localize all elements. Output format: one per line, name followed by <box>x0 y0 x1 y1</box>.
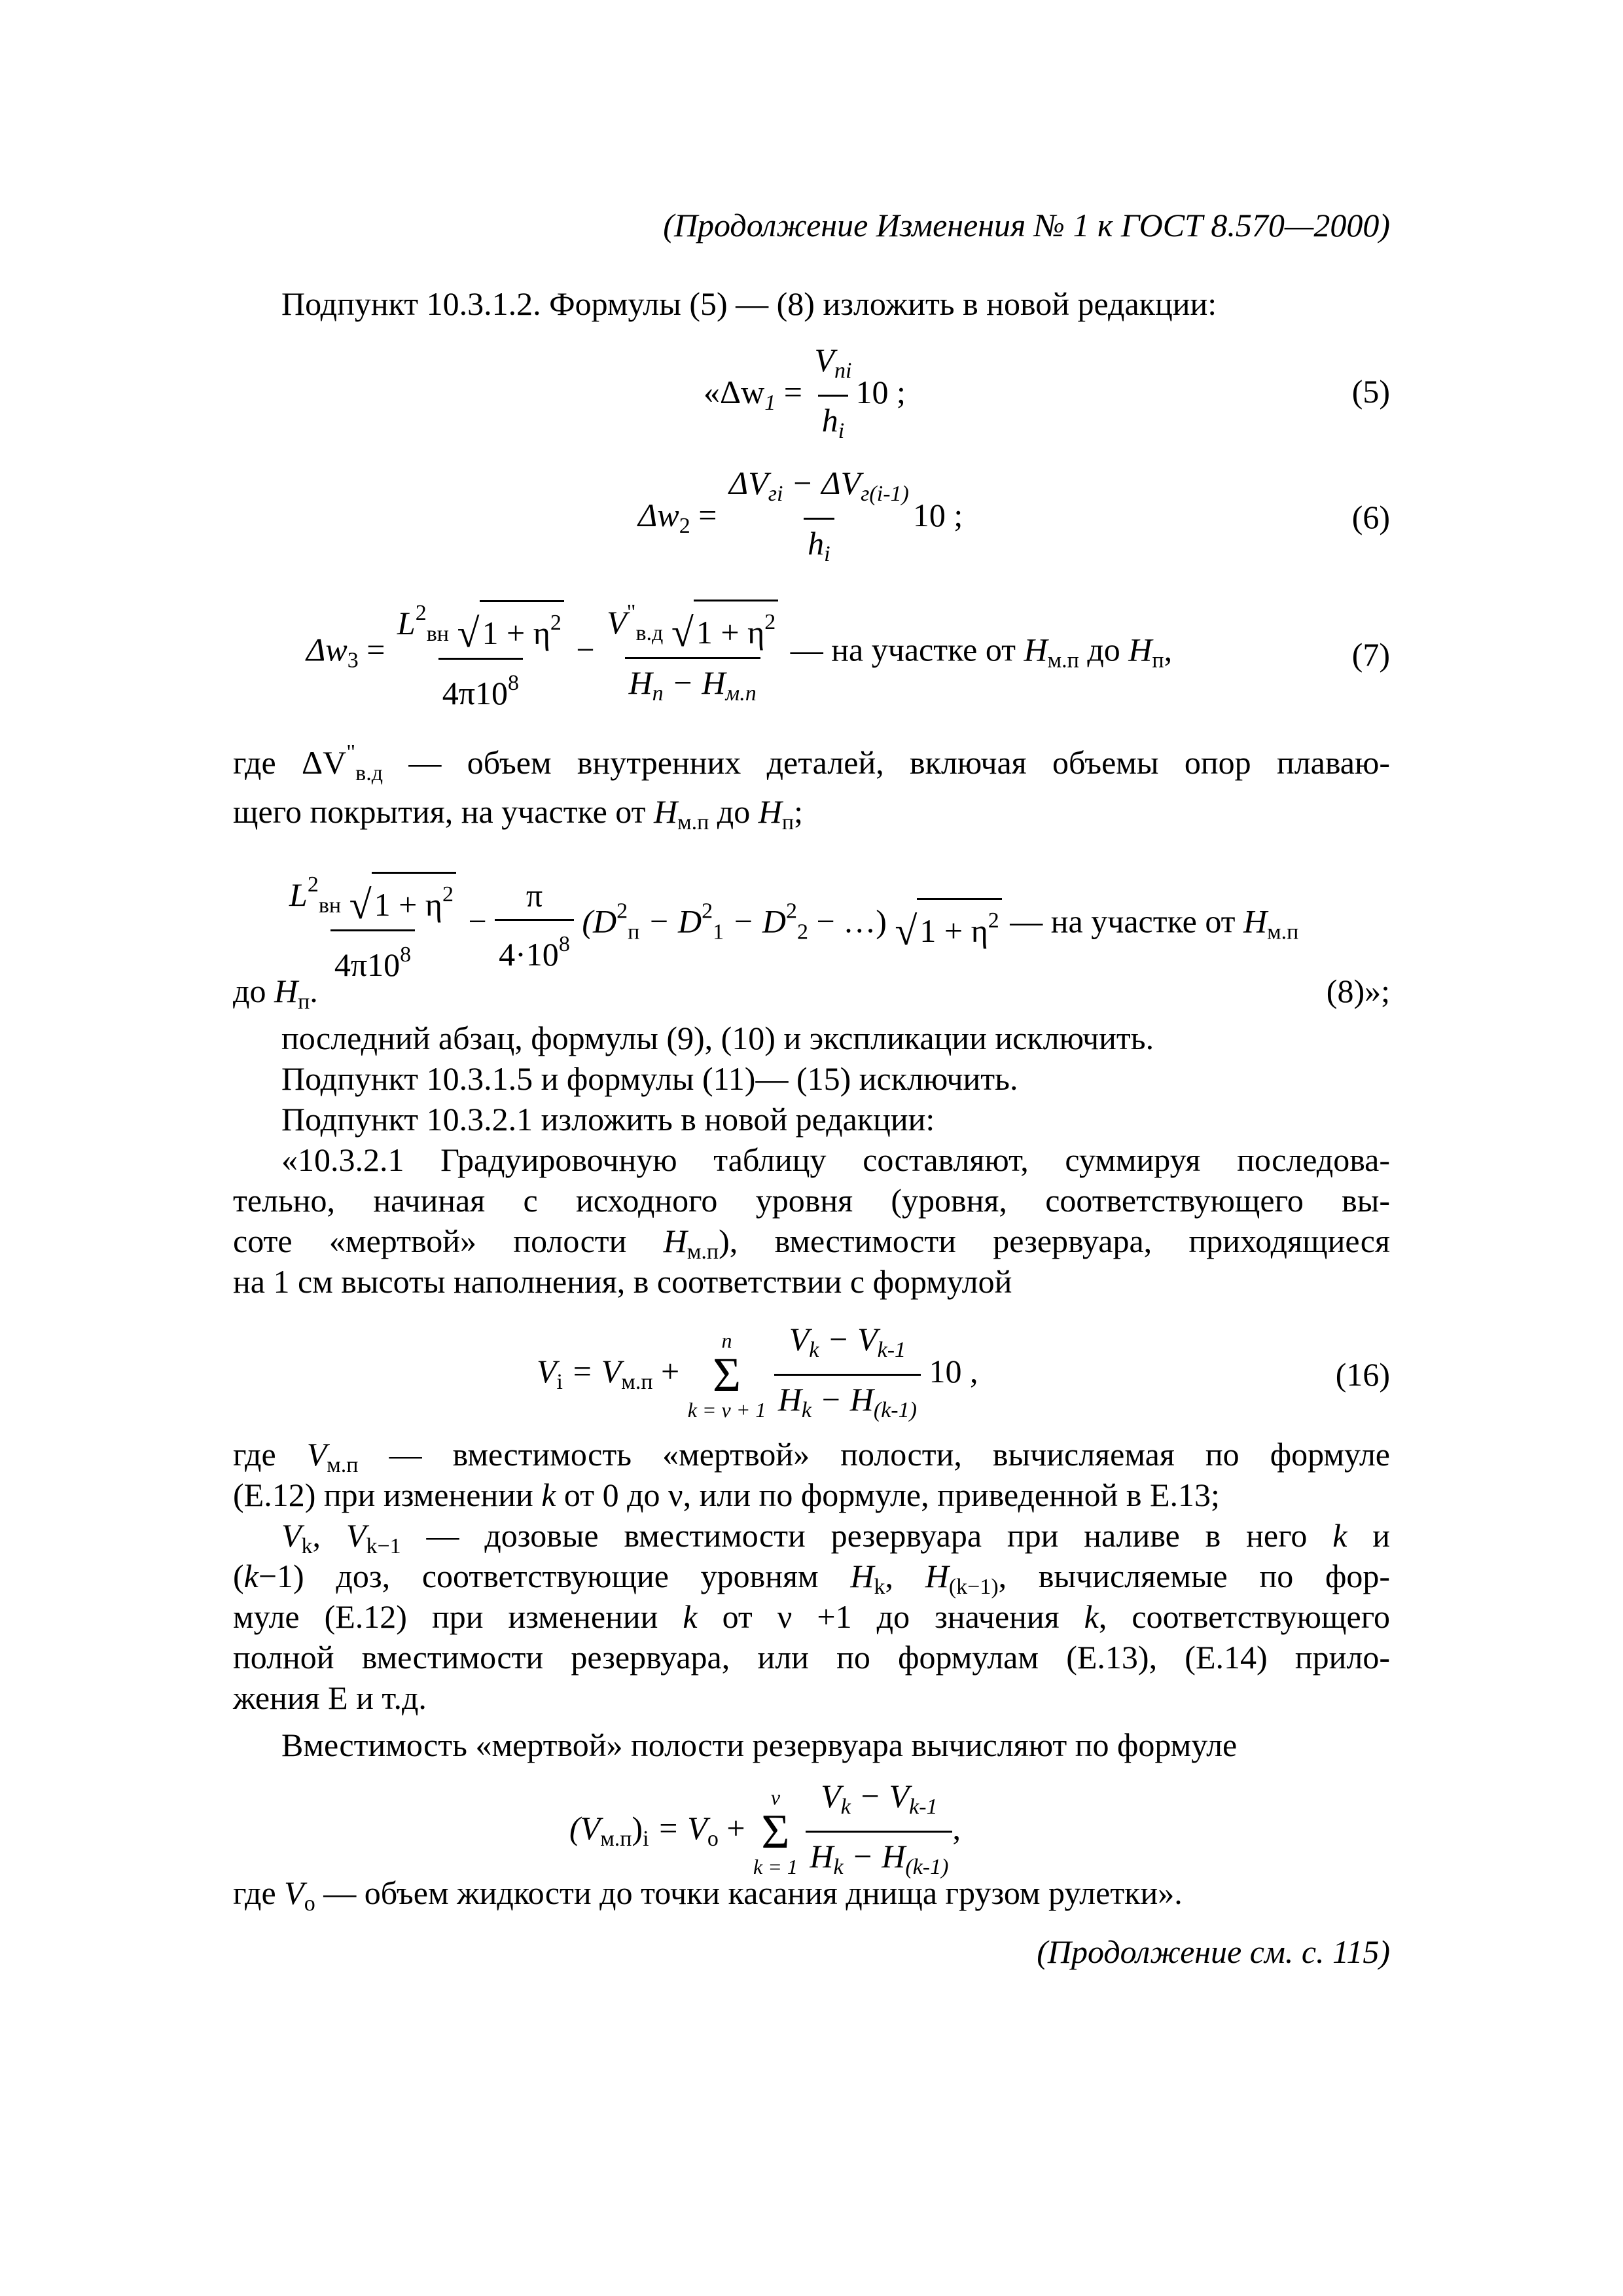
where-1-line-2 <box>233 791 803 844</box>
w16-1a: где <box>233 1436 307 1473</box>
f16-num-b: − V <box>819 1321 878 1357</box>
f8-D1-sub: п <box>628 920 640 944</box>
fvm-lhs-close: ) <box>632 1809 643 1846</box>
f16-den-b-sub: (k-1) <box>873 1398 917 1422</box>
paragraph-vmestimost: Вместимость «мертвой» полости резервуара вычисляют по формуле <box>281 1727 1238 1763</box>
f7-minus: − <box>576 631 595 668</box>
f8-H1-sub: м.п <box>1267 920 1299 944</box>
f8-sqrt-1: √ $1 + \eta^2$ <box>349 872 456 925</box>
fvm-den-b-sub: (k-1) <box>905 1855 949 1879</box>
w16-4H1: H <box>850 1558 874 1594</box>
f8-do: до <box>233 973 266 1009</box>
w16-5k: k <box>683 1598 698 1635</box>
f8-close: − …) <box>808 903 887 940</box>
where1-H1: H <box>653 793 678 830</box>
fvm-eq: = V <box>649 1809 707 1846</box>
w16-4a: ( <box>233 1558 244 1594</box>
f8-fraction-1 <box>285 864 460 986</box>
fvm-sum-top: ν <box>770 1785 781 1809</box>
f7-sqrt-1: √ $1 + \eta^2$ <box>457 600 563 654</box>
f8-H1: H <box>1243 903 1268 940</box>
f16-lhs: V <box>537 1352 557 1390</box>
fvm-sum-bottom: k = 1 <box>753 1854 798 1878</box>
w16-5b: от ν +1 до значения <box>697 1598 1084 1635</box>
f6-num-b-sub: г(i-1) <box>861 482 909 506</box>
w16-line-6: полной вместимости резервуара, или по формулам (Е.13), (Е.14) прило- <box>233 1639 1390 1676</box>
where1-H2: H <box>758 793 782 830</box>
f5-num: V <box>814 342 835 378</box>
f8-fraction-2 <box>495 874 574 975</box>
f16-num-b-sub: k-1 <box>877 1338 906 1362</box>
where1-sub: в.д <box>355 761 383 785</box>
f6-after: 10 ; <box>912 496 963 533</box>
wvo-V: V <box>284 1874 304 1911</box>
f7-rad-2-sup: 2 <box>764 609 776 634</box>
w16-2k: k <box>541 1477 556 1513</box>
f7-rad: 1 + η <box>482 614 550 651</box>
where1-H2-sub: п <box>781 810 794 834</box>
f16-sum-top: n <box>721 1328 732 1352</box>
where1-do: до <box>709 793 758 830</box>
f16-den-a: H <box>777 1381 802 1418</box>
f7-L-sup: 2 <box>415 601 427 625</box>
w16-4H2: H <box>925 1558 949 1594</box>
f16-fraction <box>774 1318 921 1431</box>
page-header: (Продолжение Изменения № 1 к ГОСТ 8.570—2000) <box>663 207 1390 243</box>
f8-dot: . <box>310 973 318 1009</box>
f7-fraction-2 <box>603 592 782 715</box>
w16-4b: −1) доз, соответствующие уровням <box>258 1558 851 1594</box>
grad-line-2: тельно, начиная с исходного уровня (уровня, соответствующего вы- <box>233 1182 1390 1219</box>
w16-2a: (Е.12) при изменении <box>233 1477 542 1513</box>
fvm-sum-symbol: Σ <box>761 1804 790 1859</box>
f8-D3-sub: 2 <box>797 920 808 944</box>
fvm-den-a: H <box>810 1838 834 1874</box>
f8-L: L <box>289 876 308 913</box>
f5-num-sub: пi <box>834 359 852 383</box>
f5-lhs-sub: 1 <box>764 390 776 415</box>
f5-den-sub: i <box>838 419 845 443</box>
formula-5: «$\Delta w_1$ = $\frac{V_{пi}}{h_i}$ 10 ; <box>704 339 906 452</box>
f8-den-2-sup: 8 <box>558 932 570 956</box>
fvm-eq-sub: о <box>707 1826 719 1851</box>
where1-end: ; <box>794 793 803 830</box>
w16-1V-sub: м.п <box>327 1453 359 1477</box>
w16-4H2-sub: (k−1) <box>948 1575 999 1599</box>
f7-rad-2: 1 + η <box>696 613 765 651</box>
w16-4H1-sub: k <box>874 1575 885 1599</box>
f16-after: 10 , <box>929 1352 978 1390</box>
paragraph-10321: Подпункт 10.3.2.1 изложить в новой редакции: <box>281 1101 935 1138</box>
f7-den-2a: H <box>628 664 652 701</box>
fvm-num-a: V <box>821 1778 841 1814</box>
where1-b: — объем внутренних деталей, включая объемы опор плаваю- <box>383 744 1390 781</box>
w16-3k: k <box>1332 1517 1347 1554</box>
formula-8-continuation <box>233 970 318 1023</box>
f8-den-2: 4·10 <box>499 936 559 973</box>
fvm-sum <box>753 1787 798 1877</box>
f6-num-a-sub: гi <box>768 482 783 506</box>
f8-D3: − D <box>724 903 786 940</box>
f5-den: h <box>821 402 838 439</box>
f7-do: до <box>1087 631 1120 668</box>
f6-den: h <box>808 525 825 562</box>
f16-den-b: − H <box>812 1381 874 1418</box>
where1-a: где ΔV <box>233 744 347 781</box>
equation-number-5: (5) <box>1351 373 1390 410</box>
f6-num-b: − ΔV <box>783 465 861 501</box>
where1-c: щего покрытия, на участке от <box>233 793 654 830</box>
grad-line-4: на 1 см высоты наполнения, в соответствии с формулой <box>233 1263 1012 1300</box>
w16-3V1: V <box>281 1517 302 1554</box>
f6-den-sub: i <box>824 542 830 566</box>
intro-paragraph: Подпункт 10.3.1.2. Формулы (5) — (8) изложить в новой редакции: <box>281 285 1217 322</box>
f7-rad-sup: 2 <box>550 610 562 635</box>
w16-line-7: жения Е и т.д. <box>233 1679 427 1716</box>
f7-lhs: Δw <box>306 631 348 668</box>
f7-H2-sub: п <box>1152 648 1164 673</box>
where-1-line-1 <box>233 732 1390 795</box>
f7-lhs-sub: 3 <box>347 648 359 673</box>
f7-tail: — на участке от <box>790 631 1016 668</box>
f8-D1-sup: 2 <box>616 899 628 924</box>
f5-after: 10 ; <box>855 373 906 410</box>
formula-16 <box>537 1318 978 1431</box>
f8-rad2-sup: 2 <box>988 908 999 933</box>
f8-rad-sup: 2 <box>442 882 454 906</box>
f7-V-sub: в.д <box>635 621 664 645</box>
w16-2b: от 0 до ν, или по формуле, приведенной в Е.13; <box>556 1477 1220 1513</box>
formula-7: $\Delta w_3$ = $L^2_{вн}$ √ $1 + \eta^2$ $4\pi 10^8$ − $V^"_{в.д}$ √ $1 + \eta^2$ $H_п - H_{м.п}$ — на участке от $H_{м.п}$ до $H_п$, <box>306 592 1172 715</box>
w16-3V2-sub: k−1 <box>366 1534 401 1558</box>
equation-number-6: (6) <box>1351 499 1390 535</box>
where1-sup: " <box>346 740 356 764</box>
equation-number-16: (16) <box>1335 1356 1390 1393</box>
equation-number-7: (7) <box>1351 636 1390 673</box>
f8-den-1: 4π10 <box>334 946 401 983</box>
f8-D2: − D <box>639 903 702 940</box>
w16-5a: муле (Е.12) при изменении <box>233 1598 683 1635</box>
f16-den-a-sub: k <box>801 1398 812 1422</box>
f8-H2-sub: п <box>298 990 310 1014</box>
f8-pi: π <box>526 877 543 914</box>
f8-sqrt-2: √ $1 + \eta^2$ <box>895 898 1001 952</box>
f7-den-2a-sub: п <box>652 681 664 706</box>
fvm-lhs: (V <box>569 1809 601 1846</box>
f16-eq-sub: м.п <box>621 1369 653 1394</box>
w16-3c: , <box>312 1517 346 1554</box>
w16-5k2: k <box>1084 1598 1099 1635</box>
paragraph-10315: Подпункт 10.3.1.5 и формулы (11)— (15) исключить. <box>281 1060 1018 1097</box>
f8-D2-sub: 1 <box>713 920 724 944</box>
f16-sum <box>688 1330 766 1420</box>
w16-3b: — дозовые вместимости резервуара при наливе в него <box>401 1517 1333 1554</box>
w16-5c: , соответствующего <box>1098 1598 1390 1635</box>
f16-eq: = V <box>563 1352 622 1390</box>
w16-1b: — вместимость «мертвой» полости, вычисляемая по формуле <box>358 1436 1390 1473</box>
w16-line-2 <box>233 1474 1220 1516</box>
equation-number-8: (8)»; <box>1326 973 1390 1009</box>
where1-H1-sub: м.п <box>677 810 709 834</box>
f7-V: V <box>607 604 627 641</box>
w16-4c: , <box>885 1558 925 1594</box>
grad-3b: ), вместимости резервуара, приходящиеся <box>719 1223 1390 1259</box>
f6-lhs: Δw <box>638 496 679 533</box>
page-footer: (Продолжение см. с. 115) <box>1037 1933 1390 1970</box>
fvm-lhs-sub2: i <box>643 1826 649 1851</box>
fvm-after: , <box>952 1809 961 1846</box>
f8-H2: H <box>274 973 298 1009</box>
paragraph-last-abzac: последний абзац, формулы (9), (10) и экспликации исключить. <box>281 1020 1154 1056</box>
f7-fraction-1 <box>393 592 568 714</box>
f16-sum-symbol: Σ <box>712 1348 741 1402</box>
w16-line-5 <box>233 1596 1390 1638</box>
grad-3H-sub: м.п <box>687 1240 719 1264</box>
f16-sum-bottom: k = ν + 1 <box>687 1397 766 1422</box>
w16-1V: V <box>306 1436 327 1473</box>
w16-3V2: V <box>346 1517 366 1554</box>
f7-L-sub: вн <box>426 622 449 646</box>
f7-H1: H <box>1024 631 1048 668</box>
f8-D1: (D <box>582 903 617 940</box>
f16-num-a-sub: k <box>809 1338 819 1362</box>
formula-6: $\Delta w_2$ = $\frac{\Delta V_{гi} - \Delta V_{г(i-1)}}{h_i}$ 10 ; <box>638 462 963 575</box>
fvm-num-b-sub: k-1 <box>909 1795 938 1819</box>
where-vo-line <box>233 1872 1183 1925</box>
f8-D2-sup: 2 <box>702 899 713 924</box>
wvo-b: — объем жидкости до точки касания днища грузом рулетки». <box>315 1874 1183 1911</box>
f8-rad2: 1 + η <box>919 912 988 949</box>
formula-8 <box>285 864 1298 986</box>
f6-num-a: ΔV <box>728 465 768 501</box>
f6-fraction <box>725 462 913 575</box>
f7-den-2b-sub: м.п <box>725 681 757 706</box>
fvm-plus: + <box>718 1809 745 1846</box>
wvo-a: где <box>233 1874 285 1911</box>
f7-H1-sub: м.п <box>1047 648 1079 673</box>
grad-3a: соте «мертвой» полости <box>233 1223 664 1259</box>
fvm-den-b: − H <box>843 1838 906 1874</box>
f8-L-sup: 2 <box>307 872 319 897</box>
w16-3d: и <box>1347 1517 1390 1554</box>
f7-den-2b: − H <box>663 664 726 701</box>
w16-3V1-sub: k <box>301 1534 313 1558</box>
f8-tail: — на участке от <box>1010 903 1236 940</box>
fvm-num-b: − V <box>850 1778 910 1814</box>
f7-den-1: 4π10 <box>442 675 508 711</box>
grad-3H: H <box>663 1223 687 1259</box>
fvm-den-a-sub: k <box>833 1855 844 1879</box>
f5-lhs: «Δw <box>704 373 765 410</box>
grad-line-1: «10.3.2.1 Градуировочную таблицу составляют, суммируя последова- <box>281 1141 1390 1178</box>
f16-num-a: V <box>789 1321 810 1357</box>
f5-fraction <box>810 339 855 452</box>
f6-lhs-sub: 2 <box>679 513 690 538</box>
f16-lhs-sub: i <box>556 1369 563 1394</box>
f8-L-sub: вн <box>318 893 342 918</box>
f7-den-1-sup: 8 <box>508 671 519 695</box>
w16-4k: k <box>243 1558 259 1594</box>
fvm-num-a-sub: k <box>840 1795 851 1819</box>
f8-minus: − <box>468 903 487 940</box>
f16-plus: + <box>652 1352 680 1390</box>
f8-den-1-sup: 8 <box>400 942 412 967</box>
f8-rad: 1 + η <box>374 886 442 923</box>
f7-L: L <box>397 605 416 641</box>
f7-sqrt-2: √ $1 + \eta^2$ <box>671 600 778 653</box>
f7-H2: H <box>1128 631 1152 668</box>
w16-4d: , вычисляемые по фор- <box>998 1558 1390 1594</box>
wvo-V-sub: о <box>304 1892 315 1916</box>
f7-V-sup: " <box>626 600 636 624</box>
f8-D3-sup: 2 <box>786 899 797 924</box>
fvm-lhs-sub: м.п <box>600 1826 632 1851</box>
f7-comma: , <box>1164 631 1173 668</box>
